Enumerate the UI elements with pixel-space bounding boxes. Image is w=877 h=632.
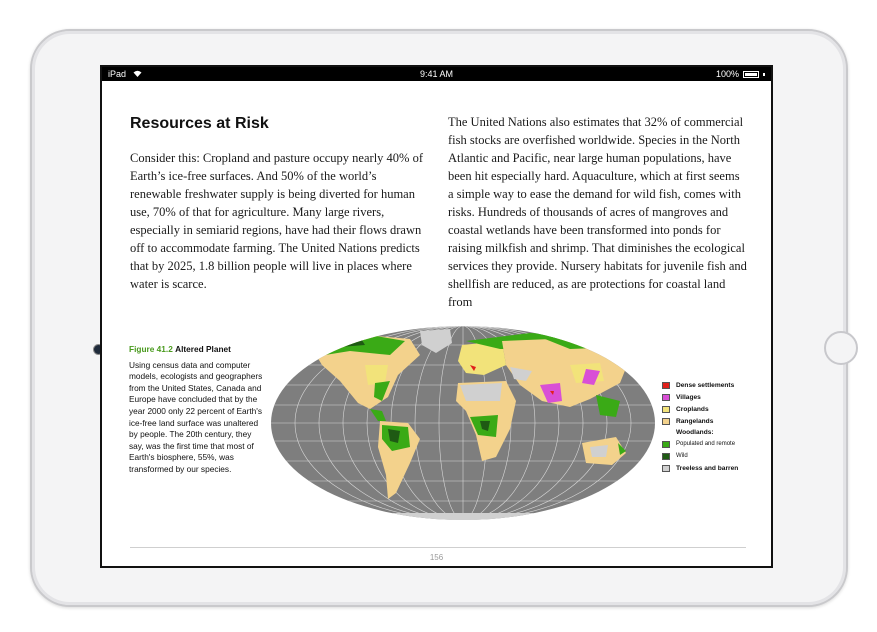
legend-woodlands-heading: Woodlands: [676, 429, 714, 436]
legend-item-populated [662, 438, 738, 450]
swatch-wild [662, 453, 670, 460]
figure-title: Altered Planet [175, 344, 231, 354]
legend-label-croplands: Croplands [676, 405, 709, 413]
battery-percent: 100% [715, 69, 739, 79]
legend-item-treeless [662, 462, 738, 474]
figure-caption [129, 344, 265, 476]
legend-label-rangelands: Rangelands [676, 417, 714, 425]
map-legend [662, 379, 738, 474]
device-label: iPad [108, 69, 127, 79]
swatch-croplands [662, 406, 670, 413]
battery-tip [763, 73, 765, 76]
swatch-treeless [662, 465, 670, 472]
legend-item-wild [662, 450, 738, 462]
body-column-right: The United Nations also estimates that 32% of commercial fish stocks are overfished worldwide. Species in the North Atlantic and Pacific, near large human populations, have been hit especially hard. Aquaculture, which at first seems a simple way to ease the demand for wild fish, comes with risks. Hundreds of thousands of acres of mangroves and coastal wetlands have been transformed into ponds for raising milkfish and shrimp. That diminishes the ecological services they provide. Nursery habitats for juvenile fish and shellfish are reduced, as are protections for coastal land from [448, 115, 747, 309]
home-button[interactable] [824, 331, 858, 365]
legend-label-treeless: Treeless and barren [676, 464, 739, 472]
legend-label-populated: Populated and remote [676, 441, 736, 447]
figure-caption-text: Using census data and computer models, ecologists and geographers from the United States, Canada and Europe have concluded that by the year 2000 only 22 percent of Earth's ice-free land surface was unaltered by people. The 20th century, they say, was the first time that most of Earth's biosphere, 55%, was transformed by our species. [129, 359, 263, 474]
antarctica [330, 513, 600, 521]
figure-number: Figure 41.2 [129, 344, 173, 354]
world-map[interactable] [270, 325, 656, 521]
legend-item-rangelands [662, 415, 738, 427]
legend-item-croplands [662, 403, 738, 415]
legend-label-villages: Villages [676, 393, 701, 401]
page-number: 156 [429, 553, 444, 562]
swatch-populated [662, 441, 670, 448]
status-bar [102, 67, 771, 81]
battery-icon [743, 71, 759, 78]
swatch-dense [662, 382, 670, 389]
legend-label-dense: Dense settlements [676, 381, 735, 389]
screen [100, 65, 773, 568]
body-column-left: Consider this: Cropland and pasture occupy nearly 40% of Earth’s ice-free surfaces. And 50% of the world’s renewable freshwater supply is being diverted for human use, 70% of that for agriculture. Many large rivers, especially in semiarid regions, have had their flows drawn off to accommodate farming. The United Nations predicts that by 2025, 1.8 billion people will live in places where water is scarce. [130, 151, 423, 291]
section-heading: Resources at Risk [130, 115, 269, 132]
status-right [716, 67, 765, 81]
legend-item-villages [662, 391, 738, 403]
legend-item-dense [662, 379, 738, 391]
swatch-rangelands [662, 418, 670, 425]
legend-label-wild: Wild [676, 453, 688, 459]
swatch-villages [662, 394, 670, 401]
status-time: 9:41 AM [419, 69, 454, 79]
footer-divider [130, 547, 746, 548]
